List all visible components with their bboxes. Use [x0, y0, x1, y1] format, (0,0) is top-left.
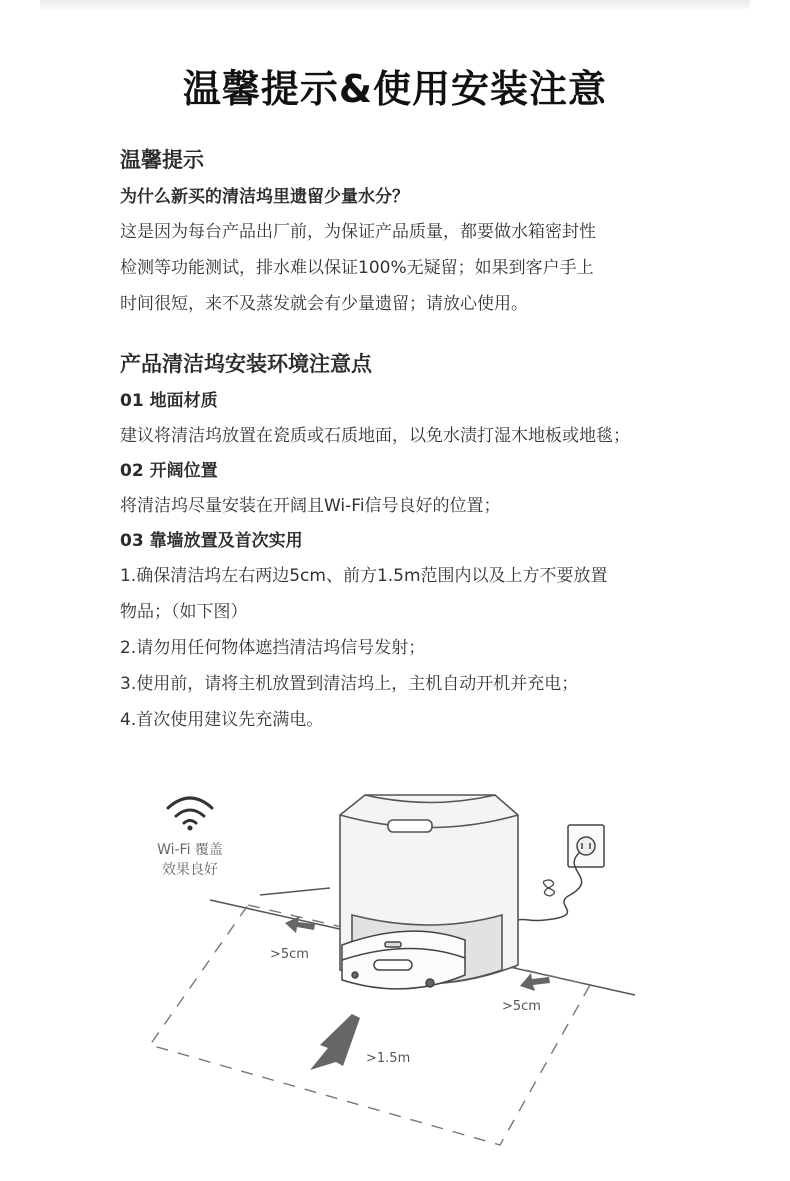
- left-arrow-icon: [285, 916, 315, 933]
- section-line: 3.使用前，请将主机放置到清洁坞上，主机自动开机并充电；: [120, 674, 579, 694]
- page-title: 温馨提示&使用安装注意: [182, 67, 608, 111]
- installation-diagram: [130, 770, 660, 1170]
- tips-line: 时间很短，来不及蒸发就会有少量遗留；请放心使用。: [120, 294, 528, 314]
- install-section: [120, 344, 740, 738]
- section-line: 2.请勿用任何物体遮挡清洁坞信号发射；: [120, 638, 426, 658]
- front-arrow-icon: [310, 1014, 360, 1070]
- tips-line: 这是因为每台产品出厂前，为保证产品质量，都要做水箱密封性: [120, 222, 596, 242]
- section-title-wall-placement: 03 靠墙放置及首次实用: [120, 531, 303, 551]
- section-line: 4.首次使用建议先充满电。: [120, 710, 324, 730]
- content: [120, 140, 740, 738]
- floor-edge-line: [260, 888, 330, 895]
- power-outlet-icon: [568, 825, 604, 867]
- tips-section: [120, 140, 740, 322]
- wifi-label-line2: 效果良好: [162, 862, 218, 878]
- wifi-icon: [168, 798, 212, 831]
- right-gap-label: >5cm: [502, 999, 541, 1014]
- install-heading: 产品清洁坞安装环境注意点: [120, 352, 372, 376]
- section-line: 1.确保清洁坞左右两边5cm、前方1.5m范围内以及上方不要放置: [120, 566, 608, 586]
- tips-question: 为什么新买的清洁坞里遗留少量水分？: [120, 187, 409, 207]
- section-title-floor: 01 地面材质: [120, 391, 218, 411]
- section-title-open-space: 02 开阔位置: [120, 461, 218, 481]
- section-line: 建议将清洁坞放置在瓷质或石质地面，以免水渍打湿木地板或地毯；: [120, 426, 630, 446]
- cable-loop: [543, 880, 554, 896]
- tips-heading: 温馨提示: [120, 148, 204, 172]
- front-gap-label: >1.5m: [366, 1051, 411, 1066]
- top-edge-shadow: [40, 0, 750, 10]
- left-gap-label: >5cm: [270, 947, 309, 962]
- tips-line: 检测等功能测试，排水难以保证100%无疑留；如果到客户手上: [120, 258, 594, 278]
- section-line: 物品；（如下图）: [120, 602, 248, 622]
- section-line: 将清洁坞尽量安装在开阔且Wi-Fi信号良好的位置；: [120, 496, 501, 516]
- robot-vacuum: [342, 931, 465, 989]
- wifi-label-line1: Wi-Fi 覆盖: [157, 842, 223, 858]
